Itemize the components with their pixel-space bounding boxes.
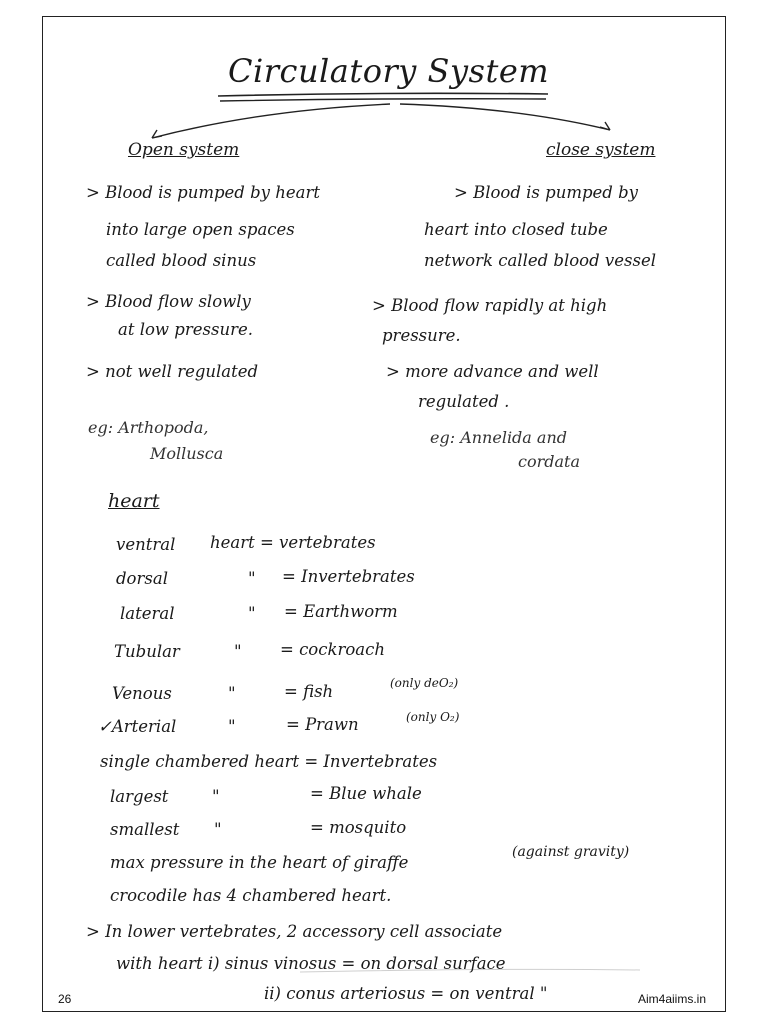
close-example-2: cordata bbox=[518, 452, 580, 471]
heart-row-7: single chambered heart = Invertebrates bbox=[100, 752, 438, 771]
heart-row-2-a: dorsal bbox=[116, 569, 168, 588]
heart-row-13: with heart i) sinus vinosus = on dorsal surface bbox=[116, 954, 506, 973]
close-example-1: eg: Annelida and bbox=[430, 428, 568, 447]
page-title: Circulatory System bbox=[228, 52, 550, 90]
close-line-6: > more advance and well bbox=[386, 362, 599, 381]
heart-row-9-a: smallest bbox=[110, 820, 180, 839]
close-line-3: network called blood vessel bbox=[424, 251, 656, 270]
heart-row-4-c: = cockroach bbox=[280, 640, 386, 659]
open-example-1: eg: Arthopoda, bbox=[88, 418, 209, 437]
open-line-6: > not well regulated bbox=[86, 362, 259, 381]
heart-row-5-note: (only deO₂) bbox=[390, 676, 459, 690]
heart-row-9-c: = mosquito bbox=[310, 818, 407, 837]
heart-row-5-b: " bbox=[228, 684, 236, 703]
heart-row-4-a: Tubular bbox=[114, 642, 180, 661]
close-line-2: heart into closed tube bbox=[424, 220, 608, 239]
heart-row-5-c: = fish bbox=[284, 682, 334, 701]
open-line-1: > Blood is pumped by heart bbox=[86, 183, 320, 202]
heart-row-5-a: Venous bbox=[112, 684, 172, 703]
heart-heading: heart bbox=[108, 490, 160, 512]
heart-row-3-a: lateral bbox=[120, 604, 175, 623]
heart-row-6-b: " bbox=[228, 717, 236, 736]
page-number: 26 bbox=[58, 992, 72, 1006]
heart-row-8-b: " bbox=[212, 787, 220, 806]
close-line-4: > Blood flow rapidly at high bbox=[372, 296, 608, 315]
close-system-heading: close system bbox=[546, 140, 656, 160]
open-line-4: > Blood flow slowly bbox=[86, 292, 251, 311]
close-line-7: regulated . bbox=[418, 392, 510, 411]
heart-row-8-a: largest bbox=[110, 787, 169, 806]
heart-row-6-c: = Prawn bbox=[286, 715, 359, 734]
open-line-5: at low pressure. bbox=[118, 320, 253, 339]
heart-row-10: max pressure in the heart of giraffe bbox=[110, 853, 409, 872]
heart-row-1-b: heart = vertebrates bbox=[210, 533, 376, 552]
close-line-1: > Blood is pumped by bbox=[454, 183, 638, 202]
heart-row-10-note: (against gravity) bbox=[512, 844, 630, 860]
open-example-2: Mollusca bbox=[150, 444, 224, 463]
heart-row-8-c: = Blue whale bbox=[310, 784, 422, 803]
close-line-5: pressure. bbox=[382, 326, 461, 345]
heart-row-6-a: ✓Arterial bbox=[98, 717, 177, 736]
heart-row-1-a: ventral bbox=[116, 535, 176, 554]
heart-row-6-note: (only O₂) bbox=[406, 710, 460, 724]
heart-row-9-b: " bbox=[214, 820, 222, 839]
heart-row-11: crocodile has 4 chambered heart. bbox=[110, 886, 392, 905]
heart-row-4-b: " bbox=[234, 642, 242, 661]
brand-footer: Aim4aiims.in bbox=[638, 992, 707, 1006]
open-line-2: into large open spaces bbox=[106, 220, 295, 239]
heart-row-2-c: = Invertebrates bbox=[282, 567, 415, 586]
heart-row-3-c: = Earthworm bbox=[284, 602, 398, 621]
open-line-3: called blood sinus bbox=[106, 251, 257, 270]
open-system-heading: Open system bbox=[128, 140, 240, 160]
heart-row-2-b: " bbox=[248, 569, 256, 588]
heart-row-12: > In lower vertebrates, 2 accessory cell associate bbox=[86, 922, 503, 941]
heart-row-14: ii) conus arteriosus = on ventral " bbox=[264, 984, 548, 1003]
heart-row-3-b: " bbox=[248, 604, 256, 623]
